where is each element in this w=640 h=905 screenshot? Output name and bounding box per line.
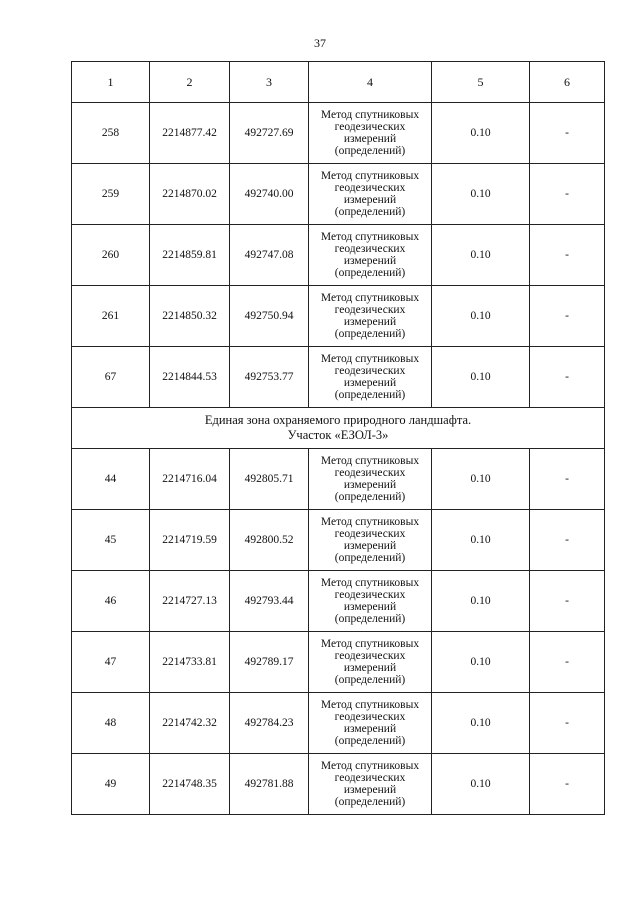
column-header: 3 xyxy=(230,62,309,103)
x-coordinate-cell: 2214719.59 xyxy=(150,510,230,571)
x-coordinate-cell: 2214742.32 xyxy=(150,693,230,754)
method-line: измерений xyxy=(343,255,397,267)
section-heading-row xyxy=(72,408,605,449)
point-number-cell: 260 xyxy=(72,225,150,286)
method-line: измерений xyxy=(343,540,397,552)
method-cell xyxy=(309,347,432,408)
accuracy-cell: 0.10 xyxy=(432,103,530,164)
point-number-cell: 46 xyxy=(72,571,150,632)
table-row xyxy=(72,632,605,693)
note-cell: - xyxy=(530,225,605,286)
note-cell: - xyxy=(530,693,605,754)
column-header: 2 xyxy=(150,62,230,103)
table-row xyxy=(72,754,605,815)
method-line: (определений) xyxy=(334,328,406,340)
page-number: 37 xyxy=(314,36,326,50)
note-cell: - xyxy=(530,754,605,815)
table-row xyxy=(72,164,605,225)
y-coordinate-cell: 492750.94 xyxy=(230,286,309,347)
note-cell: - xyxy=(530,571,605,632)
x-coordinate-cell: 2214716.04 xyxy=(150,449,230,510)
x-coordinate-cell: 2214850.32 xyxy=(150,286,230,347)
column-header: 4 xyxy=(309,62,432,103)
method-line: (определений) xyxy=(334,674,406,686)
method-line: измерений xyxy=(343,662,397,674)
method-line: геодезических xyxy=(334,365,406,377)
method-line: (определений) xyxy=(334,796,406,808)
method-line: (определений) xyxy=(334,613,406,625)
method-cell xyxy=(309,571,432,632)
x-coordinate-cell: 2214844.53 xyxy=(150,347,230,408)
x-coordinate-cell: 2214727.13 xyxy=(150,571,230,632)
method-cell xyxy=(309,164,432,225)
y-coordinate-cell: 492753.77 xyxy=(230,347,309,408)
method-line: (определений) xyxy=(334,491,406,503)
table-row xyxy=(72,286,605,347)
method-cell xyxy=(309,225,432,286)
method-cell xyxy=(309,693,432,754)
method-line: геодезических xyxy=(334,589,406,601)
accuracy-cell: 0.10 xyxy=(432,347,530,408)
coordinates-table xyxy=(71,61,605,815)
method-line: Метод спутниковых xyxy=(320,577,420,589)
method-line: измерений xyxy=(343,377,397,389)
x-coordinate-cell: 2214748.35 xyxy=(150,754,230,815)
method-line: измерений xyxy=(343,194,397,206)
y-coordinate-cell: 492781.88 xyxy=(230,754,309,815)
accuracy-cell: 0.10 xyxy=(432,754,530,815)
table-body xyxy=(72,62,605,815)
method-line: (определений) xyxy=(334,735,406,747)
x-coordinate-cell: 2214859.81 xyxy=(150,225,230,286)
point-number-cell: 67 xyxy=(72,347,150,408)
method-line: (определений) xyxy=(334,389,406,401)
method-line: Метод спутниковых xyxy=(320,292,420,304)
method-line: геодезических xyxy=(334,711,406,723)
method-line: геодезических xyxy=(334,121,406,133)
method-cell xyxy=(309,632,432,693)
column-header: 6 xyxy=(530,62,605,103)
accuracy-cell: 0.10 xyxy=(432,286,530,347)
table-row xyxy=(72,103,605,164)
method-line: геодезических xyxy=(334,772,406,784)
note-cell: - xyxy=(530,510,605,571)
point-number-cell: 49 xyxy=(72,754,150,815)
method-line: (определений) xyxy=(334,145,406,157)
point-number-cell: 259 xyxy=(72,164,150,225)
method-line: измерений xyxy=(343,784,397,796)
method-cell xyxy=(309,510,432,571)
method-line: измерений xyxy=(343,601,397,613)
accuracy-cell: 0.10 xyxy=(432,510,530,571)
column-header: 5 xyxy=(432,62,530,103)
method-cell xyxy=(309,449,432,510)
method-line: измерений xyxy=(343,479,397,491)
method-line: геодезических xyxy=(334,182,406,194)
column-header: 1 xyxy=(72,62,150,103)
method-line: Метод спутниковых xyxy=(320,760,420,772)
y-coordinate-cell: 492747.08 xyxy=(230,225,309,286)
method-line: Метод спутниковых xyxy=(320,231,420,243)
point-number-cell: 47 xyxy=(72,632,150,693)
note-cell: - xyxy=(530,103,605,164)
accuracy-cell: 0.10 xyxy=(432,571,530,632)
section-heading-line: Единая зона охраняемого природного ландшафта. xyxy=(204,413,472,427)
method-line: измерений xyxy=(343,316,397,328)
table-row xyxy=(72,449,605,510)
method-line: измерений xyxy=(343,133,397,145)
point-number-cell: 44 xyxy=(72,449,150,510)
method-cell xyxy=(309,103,432,164)
note-cell: - xyxy=(530,632,605,693)
point-number-cell: 261 xyxy=(72,286,150,347)
method-line: измерений xyxy=(343,723,397,735)
method-line: Метод спутниковых xyxy=(320,109,420,121)
point-number-cell: 45 xyxy=(72,510,150,571)
method-line: Метод спутниковых xyxy=(320,353,420,365)
y-coordinate-cell: 492793.44 xyxy=(230,571,309,632)
method-line: (определений) xyxy=(334,267,406,279)
method-line: геодезических xyxy=(334,467,406,479)
accuracy-cell: 0.10 xyxy=(432,449,530,510)
accuracy-cell: 0.10 xyxy=(432,693,530,754)
method-line: Метод спутниковых xyxy=(320,699,420,711)
x-coordinate-cell: 2214877.42 xyxy=(150,103,230,164)
note-cell: - xyxy=(530,347,605,408)
section-heading xyxy=(72,408,605,449)
table-row xyxy=(72,510,605,571)
point-number-cell: 48 xyxy=(72,693,150,754)
y-coordinate-cell: 492784.23 xyxy=(230,693,309,754)
method-line: Метод спутниковых xyxy=(320,516,420,528)
y-coordinate-cell: 492800.52 xyxy=(230,510,309,571)
method-line: Метод спутниковых xyxy=(320,455,420,467)
accuracy-cell: 0.10 xyxy=(432,632,530,693)
y-coordinate-cell: 492805.71 xyxy=(230,449,309,510)
method-line: Метод спутниковых xyxy=(320,170,420,182)
point-number-cell: 258 xyxy=(72,103,150,164)
accuracy-cell: 0.10 xyxy=(432,164,530,225)
y-coordinate-cell: 492789.17 xyxy=(230,632,309,693)
note-cell: - xyxy=(530,286,605,347)
y-coordinate-cell: 492740.00 xyxy=(230,164,309,225)
method-line: геодезических xyxy=(334,304,406,316)
section-heading-line: Участок «ЕЗОЛ-3» xyxy=(287,428,389,442)
note-cell: - xyxy=(530,164,605,225)
table-row xyxy=(72,347,605,408)
column-number-row xyxy=(72,62,605,103)
x-coordinate-cell: 2214870.02 xyxy=(150,164,230,225)
table-row xyxy=(72,693,605,754)
method-line: (определений) xyxy=(334,206,406,218)
y-coordinate-cell: 492727.69 xyxy=(230,103,309,164)
method-line: Метод спутниковых xyxy=(320,638,420,650)
x-coordinate-cell: 2214733.81 xyxy=(150,632,230,693)
method-cell xyxy=(309,286,432,347)
method-line: (определений) xyxy=(334,552,406,564)
method-line: геодезических xyxy=(334,528,406,540)
method-line: геодезических xyxy=(334,650,406,662)
method-line: геодезических xyxy=(334,243,406,255)
table-row xyxy=(72,571,605,632)
note-cell: - xyxy=(530,449,605,510)
table-row xyxy=(72,225,605,286)
method-cell xyxy=(309,754,432,815)
accuracy-cell: 0.10 xyxy=(432,225,530,286)
